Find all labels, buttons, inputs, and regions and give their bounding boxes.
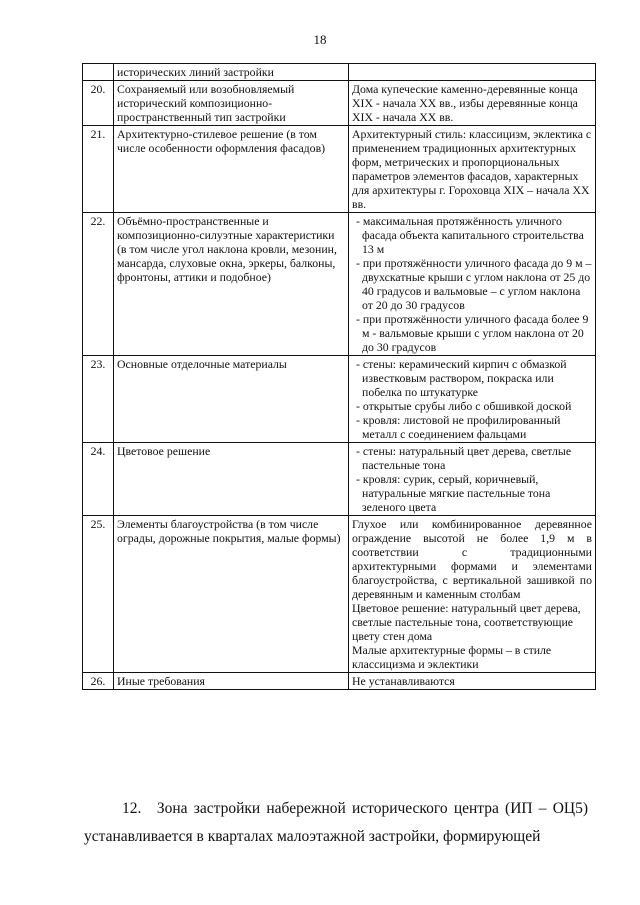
requirements-table-body xyxy=(83,64,596,690)
row-value xyxy=(349,443,596,516)
row-number: 22. xyxy=(83,213,114,356)
table-row xyxy=(83,356,596,443)
paragraph-text: 12. Зона застройки набережной исторического центра (ИП – ОЦ5) устанавливается в кварталах малоэтажной застройки, формирующей xyxy=(84,800,588,845)
row-parameter: Иные требования xyxy=(114,673,349,690)
row-value-text: Дома купеческие каменно-деревянные конца XIX - начала XX вв., избы деревянные конца XIX - начала XX вв. xyxy=(352,82,578,124)
table-row xyxy=(83,64,596,81)
row-number: 25. xyxy=(83,516,114,673)
row-number: 21. xyxy=(83,126,114,213)
list-item: - открытые срубы либо с обшивкой доской xyxy=(352,399,592,413)
list-item: - кровля: листовой не профилированный металл с соединением фальцами xyxy=(352,413,592,441)
row-value-text: Малые архитектурные формы – в стиле классицизма и эклектики xyxy=(352,643,552,671)
row-value-list xyxy=(352,444,592,514)
row-value xyxy=(349,516,596,673)
list-item: - максимальная протяжённость уличного фасада объекта капитального строительства 13 м xyxy=(352,214,592,256)
table-row xyxy=(83,81,596,126)
list-item: - стены: натуральный цвет дерева, светлые пастельные тона xyxy=(352,444,592,472)
page-number: 18 xyxy=(313,32,327,47)
row-value xyxy=(349,64,596,81)
body-paragraph xyxy=(84,795,588,851)
row-parameter: Элементы благоустройства (в том числе ограды, дорожные покрытия, малые формы) xyxy=(114,516,349,673)
row-number: 24. xyxy=(83,443,114,516)
requirements-table xyxy=(82,63,596,690)
row-value xyxy=(349,213,596,356)
row-value-list xyxy=(352,214,592,354)
row-number: 23. xyxy=(83,356,114,443)
list-item: - при протяжённости уличного фасада до 9 м – двухскатные крыши с углом наклона от 25 до 40 градусов и вальмовые – с углом наклона от 20 до 30 градусов xyxy=(352,256,592,312)
row-parameter: исторических линий застройки xyxy=(114,64,349,81)
list-item: - кровля: сурик, серый, коричневый, натуральные мягкие пастельные тона зеленого цвета xyxy=(352,472,592,514)
row-number: 26. xyxy=(83,673,114,690)
row-value-text: Глухое или комбинированное деревянное ограждение высотой не более 1,9 м в соответствии с традиционными архитектурными формами и элементами благоустройства, с вертикальной зашивкой по деревянным и каменным столбам xyxy=(352,517,592,601)
table-row xyxy=(83,213,596,356)
row-value-text: Архитектурный стиль: классицизм, эклектика с применением традиционных архитектурных форм, метрических и пропорциональных параметров элементов фасадов, характерных для архитектуры г. Гороховца XIX – начала XX вв. xyxy=(352,127,592,211)
row-number: 20. xyxy=(83,81,114,126)
row-value-text: Цветовое решение: натуральный цвет дерева, светлые пастельные тона, соответствующие цвету стен дома xyxy=(352,601,581,643)
row-parameter: Архитектурно-стилевое решение (в том числе особенности оформления фасадов) xyxy=(114,126,349,213)
row-value xyxy=(349,81,596,126)
row-value-text: Не устанавливаются xyxy=(352,674,455,688)
row-parameter: Цветовое решение xyxy=(114,443,349,516)
row-value xyxy=(349,356,596,443)
row-parameter: Объёмно-пространственные и композиционно-силуэтные характеристики (в том числе угол наклона кровли, мезонин, мансарда, слуховые окна, эркеры, балконы, фронтоны, аттики и подобное) xyxy=(114,213,349,356)
row-parameter: Сохраняемый или возобновляемый исторический композиционно-пространственный тип застройки xyxy=(114,81,349,126)
row-parameter: Основные отделочные материалы xyxy=(114,356,349,443)
table-row xyxy=(83,443,596,516)
row-value xyxy=(349,673,596,690)
list-item: - при протяжённости уличного фасада более 9 м - вальмовые крыши с углом наклона от 20 до 30 градусов xyxy=(352,312,592,354)
row-value-list xyxy=(352,357,592,441)
table-row xyxy=(83,126,596,213)
row-value xyxy=(349,126,596,213)
row-number xyxy=(83,64,114,81)
table-row xyxy=(83,516,596,673)
list-item: - стены: керамический кирпич с обмазкой известковым раствором, покраска или побелка по штукатурке xyxy=(352,357,592,399)
table-row xyxy=(83,673,596,690)
